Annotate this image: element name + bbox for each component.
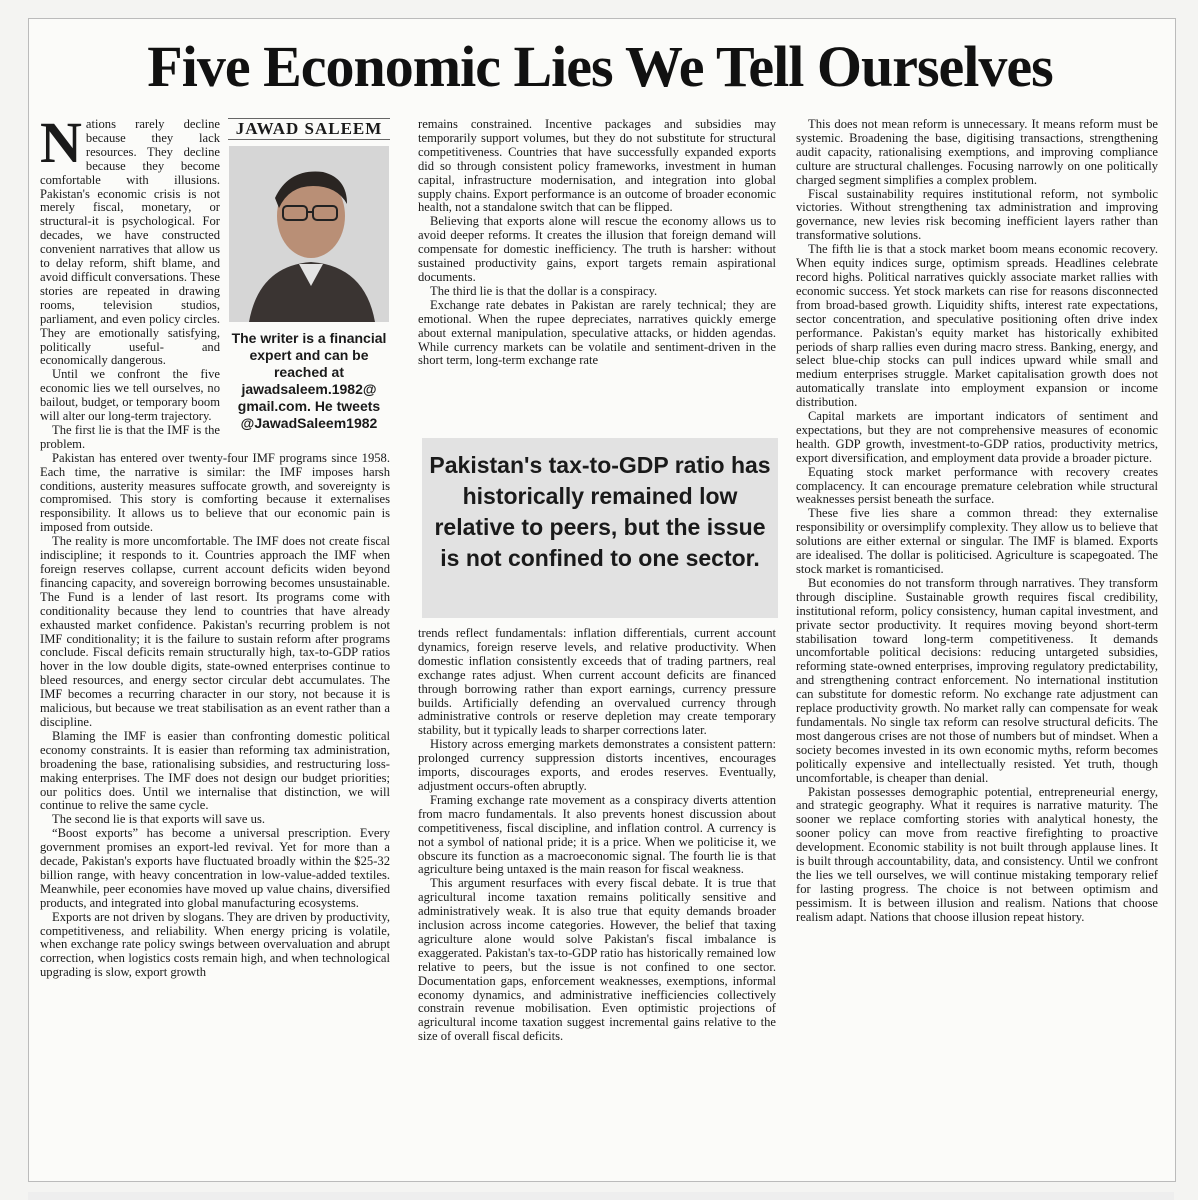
author-portrait-icon — [229, 146, 389, 322]
column-2-top — [418, 118, 776, 368]
paragraph: The reality is more uncomfortable. The IMF does not create fiscal indiscipline; it responds to it. Countries approach the IMF when foreign reserves collapse, current account deficits widen beyond financing capacity, and sovereign borrowing becomes unsustainable. The Fund is a lender of last resort. Its programs come with conditionality because they lend to countries that have already exhausted market confidence. Pakistan's recurring problem is not IMF conditionality; it is the failure to sustain reform after programs conclude. Fiscal deficits remain structurally high, tax-to-GDP ratios hover in the low double digits, state-owned enterprises continue to bleed resources, and energy sector circular debt accumulates. The IMF becomes a recurring character in our story, not because it is malicious, but because we treat stabilisation as an event rather than a discipline. — [40, 534, 390, 729]
paragraph: The first lie is that the IMF is the problem. — [40, 422, 220, 451]
byline-box — [228, 118, 390, 432]
paragraph: Fiscal sustainability requires institutional reform, not symbolic victories. Without strengthening tax administration and improving governance, new levies risk becoming inefficient layers rather than transformative solutions. — [796, 186, 1158, 243]
paragraph: Equating stock market performance with recovery creates complacency. It can encourage premature celebration while structural weaknesses persist beneath the surface. — [796, 464, 1158, 507]
paragraph: But economies do not transform through narratives. They transform through discipline. Sustainable growth requires fiscal credibility, institutional reform, policy consistency, human capital investment, and private sector productivity. It requires moving beyond short-term stabilisation toward long-term competitiveness. It demands uncomfortable political decisions: reducing untargeted subsidies, reforming state-owned enterprises, improving regulatory predictability, and strengthening contract enforcement. No international institution can substitute for domestic reform. No exchange rate adjustment can replace productivity growth. No market rally can compensate for weak fundamentals. No single tax reform can resolve structural deficits. The most dangerous crises are not those of numbers but of mindset. When a society becomes invested in its own economic myths, reform becomes politically expensive and intellectually resisted. Yet truth, though uncomfortable, is cheaper than denial. — [796, 575, 1158, 785]
paragraph: Exchange rate debates in Pakistan are rarely technical; they are emotional. When the rupee depreciates, narratives quickly emerge about external manipulation, speculative attacks, or hidden agendas. While currency markets can be volatile and sentiment-driven in the short term, long-term exchange rate — [418, 297, 776, 368]
paragraph: The third lie is that the dollar is a conspiracy. — [430, 283, 658, 298]
paragraph: Nations rarely decline because they lack resources. They decline because they become comfortable with illusions. Pakistan's economic crisis is not merely fiscal, monetary, or structural-it is psychological. For decades, we have constructed convenient narratives that allow us to delay reform, shift blame, and avoid difficult conversations. These stories are repeated in drawing rooms, television studios, parliament, and even policy circles. They are emotionally satisfying, politically useful- and economically dangerous. — [40, 110, 221, 368]
paragraph: Framing exchange rate movement as a conspiracy diverts attention from macro fundamentals. It also prevents honest discussion about competitiveness, fiscal discipline, and inflation control. A currency is not a symbol of national pride; it is a price. When we politicise it, we obscure its function as a macroeconomic signal. The fourth lie is that agriculture being untaxed is the main reason for fiscal weakness. — [418, 792, 776, 877]
paragraph: “Boost exports” has become a universal prescription. Every government promises an export-led revival. Yet for more than a decade, Pakistan's exports have fluctuated broadly within the $25-32 billion range, with heavy concentration in low-value-added textiles. Meanwhile, peer economies have moved up value chains, diversified products, and integrated into global manufacturing ecosystems. — [40, 826, 390, 910]
author-photo — [229, 146, 389, 322]
column-3 — [796, 118, 1158, 925]
paragraph: This argument resurfaces with every fiscal debate. It is true that agricultural income taxation remains politically sensitive and administratively weak. It is also true that equity demands broader inclusion across income categories. However, the belief that taxing agriculture alone would solve Pakistan's fiscal imbalance is exaggerated. Pakistan's tax-to-GDP ratio has historically remained low relative to peers, but the issue is not confined to one sector. Documentation gaps, enforcement weaknesses, exemptions, informal economy dynamics, and administrative inefficiencies collectively constrain revenue mobilisation. Even optimistic projections of agricultural income taxation suggest incremental gains relative to the size of overall fiscal deficits. — [418, 876, 776, 1044]
pull-quote: Pakistan's tax-to-GDP ratio has historically remained low relative to peers, but the issue is not confined to one sector. — [422, 438, 778, 618]
column-2-bottom — [418, 627, 776, 1044]
page-footer — [28, 1192, 1174, 1200]
author-bio: The writer is a financial expert and can be reached at jawadsaleem.1982@ gmail.com. He tweets @JawadSaleem1982 — [231, 329, 387, 431]
paragraph: remains constrained. Incentive packages and subsidies may temporarily support volumes, but they do not substitute for structural competitiveness. Countries that have successfully expanded exports did so through consistent policy frameworks, investment in human capital, infrastructure modernisation, and integration into global supply chains. Export performance is an outcome of broader economic health, not a standalone switch that can be flipped. — [418, 117, 776, 215]
paragraph: Believing that exports alone will rescue the economy allows us to avoid deeper reforms. It creates the illusion that foreign demand will compensate for domestic inefficiency. The truth is harsher: without sustained productivity gains, export targets remain aspirational documents. — [418, 214, 776, 284]
paragraph: Pakistan has entered over twenty-four IMF programs since 1958. Each time, the narrative is similar: the IMF imposes harsh conditions, austerity measures suffocate growth, and sovereignty is compromised. This story is comforting because it externalises responsibility. It allows us to believe that our economic pain is imposed from outside. — [40, 450, 390, 535]
paragraph: Exports are not driven by slogans. They are driven by productivity, competitiveness, and reliability. When energy pricing is volatile, when exchange rate policy swings between overvaluation and abrupt correction, when logistics costs remain high, and when technological upgrading is slow, export growth — [40, 909, 390, 980]
author-name: JAWAD SALEEM — [228, 118, 390, 140]
paragraph: This does not mean reform is unnecessary. It means reform must be systemic. Broadening the base, digitising transactions, strengthening audit capacity, rationalising exemptions, and improving compliance culture are structural challenges. Focusing narrowly on one politically charged segment simplifies a complex problem. — [796, 117, 1158, 187]
column-1 — [40, 110, 390, 980]
headline: Five Economic Lies We Tell Ourselves — [147, 34, 1053, 99]
paragraph: Until we confront the five economic lies we tell ourselves, no bailout, budget, or temporary boom will alter our long-term trajectory. — [40, 367, 220, 424]
paragraph: History across emerging markets demonstrates a consistent pattern: prolonged currency suppression distorts incentives, encourages imports, discourages exports, and erodes reserves. Eventually, adjustment occurs-often abruptly. — [418, 737, 776, 793]
paragraph: The fifth lie is that a stock market boom means economic recovery. When equity indices surge, optimism spreads. Headlines celebrate record highs. Political narratives quickly associate market rallies with economic success. Yet stock markets can rise for reasons disconnected from broad-based growth. Liquidity shifts, interest rate expectations, sector concentration, and speculative positioning often drive index performance. Pakistan's equity market has historically exhibited periods of sharp rallies even during macro stress. Banking, energy, and select blue-chip stocks can pull indices upward while small and medium enterprises struggle. Market capitalisation growth does not automatically translate into employment expansion or income distribution. — [796, 242, 1158, 410]
paragraph: These five lies share a common thread: they externalise responsibility or oversimplify complexity. They allow us to believe that solutions are either external or singular. The IMF is blamed. Exports are idealised. The dollar is politicised. Agriculture is scapegoated. The stock market is romanticised. — [796, 506, 1158, 576]
paragraph: The second lie is that exports will save us. — [52, 812, 265, 827]
drop-cap: N — [40, 110, 82, 175]
paragraph: Blaming the IMF is easier than confronting domestic political economy constraints. It is easier than reforming tax administration, broadening the base, rationalising subsidies, and restructuring loss-making enterprises. The IMF does not design our budget priorities; our politics does. Until we internalise that distinction, we will continue to relive the same cycle. — [40, 728, 390, 813]
paragraph: trends reflect fundamentals: inflation differentials, current account dynamics, foreign reserve levels, and relative productivity. When domestic inflation consistently exceeds that of trading partners, real exchange rates adjust. When current account deficits are financed through borrowing rather than export earnings, currency pressure builds. Artificially defending an overvalued currency through administrative controls or reserve depletion may create temporary stability, but it typically leads to sharper corrections later. — [418, 626, 776, 738]
paragraph: Capital markets are important indicators of sentiment and expectations, but they are not comprehensive measures of economic health. GDP growth, investment-to-GDP ratios, productivity metrics, export diversification, and employment data provide a broader picture. — [796, 409, 1158, 465]
paragraph: Pakistan possesses demographic potential, entrepreneurial energy, and strategic geography. What it requires is narrative maturity. The sooner we replace comforting stories with analytical honesty, the sooner policy can move from reactive firefighting to proactive development. Economic stability is not built through applause lines. It is built through accountability, data, and consistency. Until we confront the lies we tell ourselves, we will continue mistaking temporary relief for lasting progress. The choice is not between optimism and pessimism. It is between illusion and realism. Nations that choose realism adapt. Nations that choose illusion repeat history. — [796, 784, 1158, 924]
